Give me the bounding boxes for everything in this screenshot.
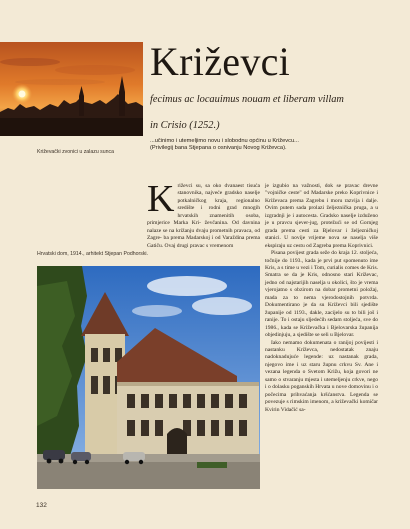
dropcap: K: [147, 178, 175, 220]
latin-quote-line-1: fecimus ac locauimus nouam et liberam villam: [150, 94, 344, 105]
paragraph: Iako nemamo dokumenata o ranijoj povijesti i nastanku Križevca, nedostatak znaju nadoknadujuće legende: uz nastanak grada, njegovo ime i uz staru župnu crkvu Sv. Ane i vezana legenda o Svetom Križu, koja govori ne samo o stvaranju mjesta i utemeljenju crkve, nego i o dolasku poganskih Hrvata u nove domovinu i o počecima prihvaćanja kršćanstva. Legenda se povezuje s rimskim imenom, a križevački komičar Kvirin Vidačić sa-: [265, 339, 378, 413]
caption-sunset: Križevački zvonici u zalazu sunca: [37, 149, 114, 155]
translation-quote: [150, 138, 299, 152]
paragraph: je izgubio na važnosti, dok se pravac drevne "vojničke ceste" od Madarske preko Koprivnice i Križevaca prema Zagrebu i moru razvija i dalje. Ovim putem sada prolazi željeznička pruga, a u izgradnji je i autocesta. Gradsko naselje izduženo je u pravcu sjever-jug, protežući se od Gornjeg grada prema cesti za Bjelovar i željezničkoj stanici. U novije vrijeme nova se naselja više ekspiraju uz cestu od Zagreba prema Koprivnici.: [265, 183, 378, 249]
translation-line-2: (Privilegij bana Stjepana o osnivanju Novog Križevca).: [150, 145, 287, 151]
latin-quote-line-2: in Crisio (1252.): [150, 120, 220, 131]
text-column-right: [265, 183, 378, 414]
building-photo: [37, 266, 260, 489]
intro-paragraph: riževci su, sa oko dvanaest tisuća stanovnika, najveće gradsko naselje potkalničkog kraja, regionalno središte i rodni grad mnogih hrvatskih znamenitih osoba, primjerice Marka Kri- ževčanina. Od davnina nalaze se na križanju dvaju prometnih pravaca, od Zagre- ba prema Madarskoj i od Varaždina prema Gatiču. Ovaj drugi pravac s vremenom: [147, 183, 260, 249]
text-column-left: [147, 178, 260, 250]
caption-building: Hrvatski dom, 1914., arhitekt Stjepan Podhorski.: [37, 251, 149, 257]
sunset-photo: [0, 42, 143, 136]
translation-line-1: ...učinimo i utemeljimo novu i slobodnu općinu u Križevcu...: [150, 138, 299, 144]
page-title: Križevci: [150, 39, 291, 84]
page-number: 132: [36, 502, 47, 509]
paragraph: Pisana povijest grada seže do kraja 12. stoljeća, točnije do 1193., kada je prvi put spomenuto ime Kris, a s time u vezi i Tom, curialis comes de Kris. Smatra se da je Kris, odnosno stari Križevac, jedno od najstarijih naselja u okolici, što je vrema vjerojatno s obzirom na dobar prometni položaj, mada za to nema vjerodostojnih potvrda. Dokumentirano je da su Križevci bili sjedište županije od 1193., dakle, zacijelo su to bili još i ranije. To i ostaju sljedećih sedam stoljeća, sve do 1986., kada se Križevačka i Bjelovarska županija objedinjuju, a sjedište se seli u Bjelovar.: [265, 250, 378, 339]
